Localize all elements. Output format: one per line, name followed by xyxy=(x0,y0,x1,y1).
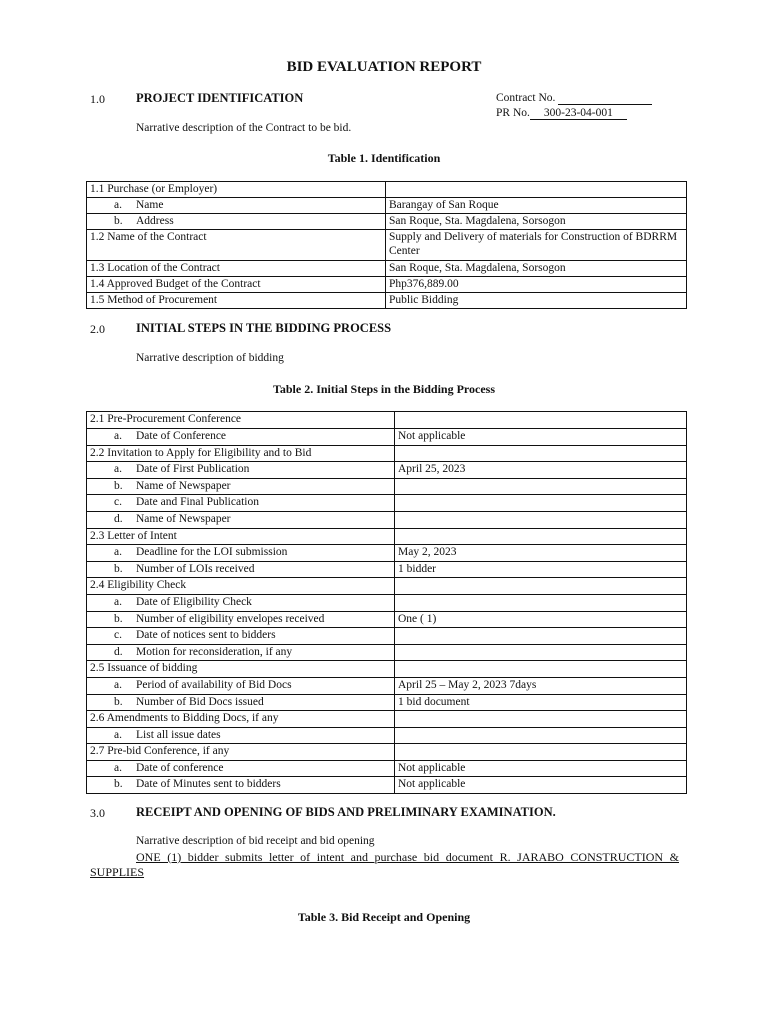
row-value-cell xyxy=(395,445,687,462)
row-value-cell xyxy=(395,561,687,578)
row-label-cell xyxy=(87,760,395,777)
row-value: San Roque, Sta. Magdalena, Sorsogon xyxy=(389,215,566,227)
row-label-cell xyxy=(87,578,395,595)
row-value-cell xyxy=(395,412,687,429)
table-2-caption: Table 2. Initial Steps in the Bidding Process xyxy=(272,382,496,396)
table-row xyxy=(87,777,687,794)
row-letter: b. xyxy=(114,215,123,227)
row-label-cell xyxy=(87,511,395,528)
table-row xyxy=(87,261,687,277)
row-label-cell xyxy=(87,561,395,578)
row-value: San Roque, Sta. Magdalena, Sorsogon xyxy=(389,262,566,274)
pr-no xyxy=(496,107,627,120)
row-letter: a. xyxy=(114,728,122,741)
row-value: Supply and Delivery of materials for Construction of BDRRM Center xyxy=(389,231,678,257)
table-row xyxy=(87,628,687,645)
row-value-cell xyxy=(395,744,687,761)
row-label: Date of Conference xyxy=(136,430,227,442)
row-value-cell xyxy=(386,261,687,277)
table-row xyxy=(87,214,687,230)
row-letter: a. xyxy=(114,678,122,691)
row-label: 1.4 Approved Budget of the Contract xyxy=(90,278,261,290)
row-value: Php376,889.00 xyxy=(389,278,459,290)
row-label-cell xyxy=(87,727,395,744)
section-3-bidder-note: ONE (1) bidder submits letter of intent and purchase bid document R. JARABO CONSTRUCTION & SUPPLIES xyxy=(90,850,679,879)
section-2-number: 2.0 xyxy=(90,322,105,336)
row-label: Number of LOIs received xyxy=(136,562,255,575)
row-label: Address xyxy=(136,215,174,227)
row-label: Deadline for the LOI submission xyxy=(136,546,288,559)
row-letter: a. xyxy=(114,463,122,476)
table-row xyxy=(87,277,687,293)
table-row xyxy=(87,677,687,694)
table-row xyxy=(87,760,687,777)
row-label-cell xyxy=(87,445,395,462)
row-label-cell xyxy=(87,495,395,512)
row-letter: b. xyxy=(114,695,123,708)
row-value-cell xyxy=(395,545,687,562)
row-label-cell xyxy=(87,677,395,694)
row-label: 1.3 Location of the Contract xyxy=(90,262,220,274)
row-label-cell xyxy=(87,261,386,277)
section-1-narrative: Narrative description of the Contract to be bid. xyxy=(136,122,352,134)
row-value: Not applicable xyxy=(398,778,466,791)
pr-no-label: PR No. xyxy=(496,107,530,119)
row-label-cell xyxy=(87,214,386,230)
table-row xyxy=(87,445,687,462)
row-value-cell xyxy=(386,214,687,230)
table-row xyxy=(87,412,687,429)
row-label-cell xyxy=(87,478,395,495)
row-label: 2.7 Pre-bid Conference, if any xyxy=(90,745,230,758)
section-2-narrative: Narrative description of bidding xyxy=(136,352,284,364)
row-label-cell xyxy=(87,644,395,661)
table-row xyxy=(87,198,687,214)
row-label: 2.5 Issuance of bidding xyxy=(90,662,198,675)
row-letter: b. xyxy=(114,562,123,575)
row-label-cell xyxy=(87,611,395,628)
row-value-cell xyxy=(395,694,687,711)
row-value-cell xyxy=(386,182,687,198)
table-row xyxy=(87,429,687,446)
row-value-cell xyxy=(395,462,687,479)
row-label: Motion for reconsideration, if any xyxy=(136,645,293,658)
pr-no-value: 300-23-04-001 xyxy=(530,107,627,120)
row-label: Name xyxy=(136,199,164,211)
section-2-heading: INITIAL STEPS IN THE BIDDING PROCESS xyxy=(136,321,392,335)
row-label-cell xyxy=(87,545,395,562)
row-value: May 2, 2023 xyxy=(398,546,457,559)
table-3-caption: Table 3. Bid Receipt and Opening xyxy=(297,910,471,924)
table-2-initial-steps xyxy=(86,411,687,794)
table-row xyxy=(87,462,687,479)
row-value-cell xyxy=(395,495,687,512)
row-value-cell xyxy=(395,611,687,628)
row-value-cell xyxy=(395,661,687,678)
section-1-number: 1.0 xyxy=(90,92,105,106)
table-row xyxy=(87,293,687,309)
row-label-cell xyxy=(87,528,395,545)
row-letter: b. xyxy=(114,479,123,492)
document-title: BID EVALUATION REPORT xyxy=(286,59,482,75)
table-row xyxy=(87,727,687,744)
section-3-narrative: Narrative description of bid receipt and bid opening xyxy=(136,835,375,847)
row-label: Number of Bid Docs issued xyxy=(136,695,264,708)
row-letter: d. xyxy=(114,512,123,525)
table-1-caption: Table 1. Identification xyxy=(327,151,441,165)
table-row xyxy=(87,511,687,528)
row-value-cell xyxy=(395,511,687,528)
row-letter: a. xyxy=(114,546,122,559)
table-row xyxy=(87,478,687,495)
table-row xyxy=(87,528,687,545)
table-row xyxy=(87,230,687,261)
row-label-cell xyxy=(87,694,395,711)
row-label: Date and Final Publication xyxy=(136,496,259,509)
row-value: Public Bidding xyxy=(389,294,459,306)
row-value: Barangay of San Roque xyxy=(389,199,499,211)
contract-no-blank xyxy=(558,92,652,105)
row-letter: d. xyxy=(114,645,123,658)
row-value-cell xyxy=(395,727,687,744)
table-row xyxy=(87,561,687,578)
row-label-cell xyxy=(87,661,395,678)
section-3-number: 3.0 xyxy=(90,806,105,820)
row-value: Not applicable xyxy=(398,761,466,774)
row-letter: c. xyxy=(114,629,122,642)
row-letter: c. xyxy=(114,496,122,509)
row-letter: a. xyxy=(114,595,122,608)
row-label: 2.3 Letter of Intent xyxy=(90,529,177,542)
table-row xyxy=(87,545,687,562)
row-label: Name of Newspaper xyxy=(136,479,231,492)
row-label-cell xyxy=(87,777,395,794)
row-letter: a. xyxy=(114,761,122,774)
section-3-heading: RECEIPT AND OPENING OF BIDS AND PRELIMINARY EXAMINATION. xyxy=(136,805,556,819)
row-value: April 25 – May 2, 2023 7days xyxy=(398,678,537,691)
row-label-cell xyxy=(87,412,395,429)
row-letter: b. xyxy=(114,778,123,791)
row-label-cell xyxy=(87,277,386,293)
row-label-cell xyxy=(87,182,386,198)
row-label-cell xyxy=(87,293,386,309)
row-value-cell xyxy=(395,677,687,694)
row-label: 1.1 Purchase (or Employer) xyxy=(90,183,218,195)
row-label-cell xyxy=(87,711,395,728)
row-value: 1 bidder xyxy=(398,562,437,575)
row-value-cell xyxy=(395,628,687,645)
row-value-cell xyxy=(386,198,687,214)
table-row xyxy=(87,644,687,661)
row-label-cell xyxy=(87,429,395,446)
row-label: Period of availability of Bid Docs xyxy=(136,678,292,691)
row-label-cell xyxy=(87,198,386,214)
row-label: Date of notices sent to bidders xyxy=(136,629,276,642)
section-1-heading: PROJECT IDENTIFICATION xyxy=(136,91,304,105)
row-value-cell xyxy=(386,277,687,293)
table-1-identification xyxy=(86,181,687,309)
row-value-cell xyxy=(395,711,687,728)
table-row xyxy=(87,694,687,711)
row-label: 2.2 Invitation to Apply for Eligibility and to Bid xyxy=(90,446,312,459)
row-label: Name of Newspaper xyxy=(136,512,231,525)
row-label: Date of Minutes sent to bidders xyxy=(136,778,281,791)
row-label: Date of conference xyxy=(136,761,224,774)
contract-no-label: Contract No. xyxy=(496,92,556,104)
row-value-cell xyxy=(386,230,687,261)
row-label-cell xyxy=(87,462,395,479)
table-row xyxy=(87,611,687,628)
row-label: 2.4 Eligibility Check xyxy=(90,579,187,592)
row-label: 2.6 Amendments to Bidding Docs, if any xyxy=(90,712,279,725)
row-label: Number of eligibility envelopes received xyxy=(136,612,325,625)
contract-no xyxy=(496,92,652,105)
table-row xyxy=(87,594,687,611)
table-row xyxy=(87,661,687,678)
table-row xyxy=(87,182,687,198)
row-letter: b. xyxy=(114,612,123,625)
row-value: One ( 1) xyxy=(398,612,437,625)
row-label: Date of First Publication xyxy=(136,463,250,476)
row-label-cell xyxy=(87,628,395,645)
row-letter: a. xyxy=(114,199,122,211)
table-row xyxy=(87,744,687,761)
row-label-cell xyxy=(87,744,395,761)
row-value: 1 bid document xyxy=(398,695,470,708)
row-label: Date of Eligibility Check xyxy=(136,595,252,608)
row-label-cell xyxy=(87,230,386,261)
row-value-cell xyxy=(395,528,687,545)
row-value: April 25, 2023 xyxy=(398,463,466,476)
table-row xyxy=(87,495,687,512)
row-label: 1.2 Name of the Contract xyxy=(90,231,207,243)
table-row xyxy=(87,578,687,595)
row-value-cell xyxy=(395,429,687,446)
row-value-cell xyxy=(395,478,687,495)
row-value-cell xyxy=(395,578,687,595)
row-label-cell xyxy=(87,594,395,611)
row-value: Not applicable xyxy=(398,430,466,442)
row-value-cell xyxy=(395,777,687,794)
row-value-cell xyxy=(395,760,687,777)
row-label: 1.5 Method of Procurement xyxy=(90,294,218,306)
row-label: List all issue dates xyxy=(136,728,221,741)
row-label: 2.1 Pre-Procurement Conference xyxy=(90,413,242,425)
row-value-cell xyxy=(395,644,687,661)
table-row xyxy=(87,711,687,728)
row-letter: a. xyxy=(114,430,122,442)
row-value-cell xyxy=(386,293,687,309)
row-value-cell xyxy=(395,594,687,611)
